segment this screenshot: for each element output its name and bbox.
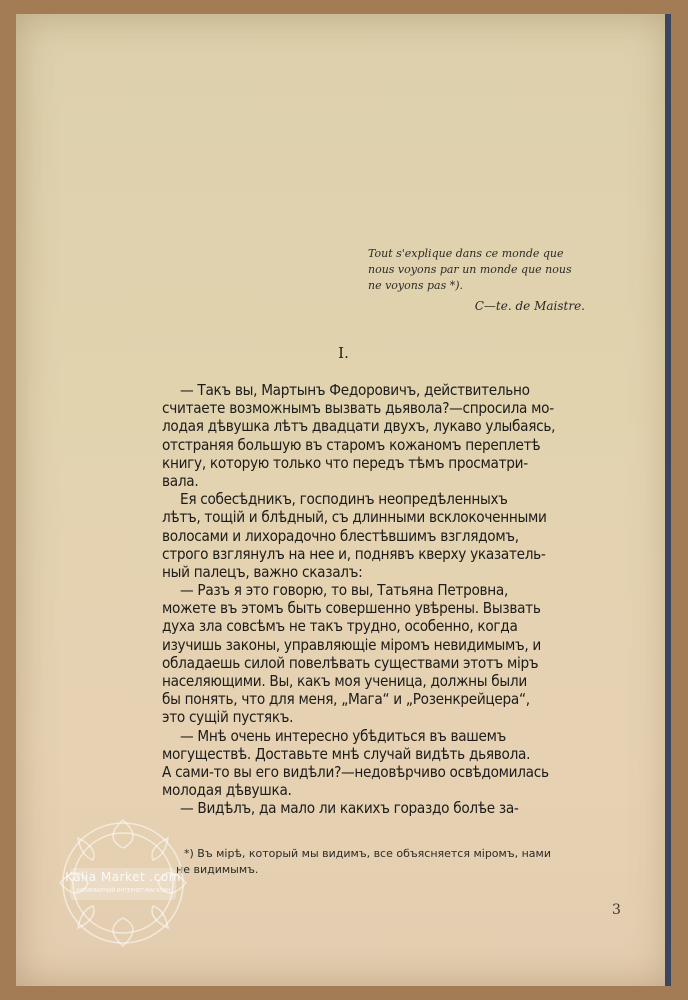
body-line: духа зла совсѣмъ не такъ трудно, особенно, когда	[162, 617, 518, 636]
epigraph-line: Tout s'explique dans ce monde que	[368, 247, 564, 260]
body-line: — Такъ вы, Мартынъ Федоровичъ, действительно	[180, 381, 530, 399]
body-line: это сущій пустякъ.	[162, 708, 294, 727]
epigraph-line: ne voyons pas *).	[368, 279, 464, 292]
body-line: книгу, которую только что передъ тѣмъ просматри-	[162, 453, 528, 472]
footnote	[176, 846, 626, 878]
footnote-line: не видимымъ.	[176, 863, 259, 876]
body-line: — Мнѣ очень интересно убѣдиться въ вашемъ	[180, 726, 506, 745]
body-line: строго взглянулъ на нее и, поднявъ кверху указатель-	[162, 544, 546, 563]
epigraph-line: nous voyons par un monde que nous	[368, 263, 572, 276]
epigraph-signature: C—te. de Maistre.	[474, 299, 585, 313]
body-line: населяющими. Вы, какъ моя ученица, должны были	[162, 672, 527, 690]
watermark-logo	[48, 808, 198, 958]
footnote-line: *) Въ мірѣ, который мы видимъ, все объясняется міромъ, нами	[184, 847, 551, 860]
body-line: обладаешь силой повелѣвать существами этотъ міръ	[162, 653, 539, 672]
body-line: ный палецъ, важно сказалъ:	[162, 562, 363, 581]
body-line: бы понять, что для меня, „Мага“ и „Розенкрейцера“,	[162, 690, 530, 709]
body-line: изучишь законы, управляющіе міромъ невидимымъ, и	[162, 635, 541, 654]
epigraph	[368, 246, 610, 294]
body-line: — Разъ я это говорю, то вы, Татьяна Петровна,	[180, 581, 509, 600]
body-line: волосами и лихорадочно блестѣвшимъ взглядомъ,	[162, 526, 519, 545]
body-line: лѣтъ, тощій и блѣдный, съ длинными всклокоченными	[162, 508, 547, 527]
body-line: отстраняя большую въ старомъ кожаномъ переплетѣ	[162, 435, 541, 454]
body-line: А сами-то вы его видѣли?—недовѣрчиво освѣдомилась	[162, 762, 549, 781]
body-line: можете въ этомъ быть совершенно увѣрены. Вызвать	[162, 599, 541, 618]
body-line: лодая дѣвушка лѣтъ двадцати двухъ, лукаво улыбаясь,	[162, 417, 556, 436]
body-line: Ея собесѣдникъ, господинъ неопредѣленныхъ	[180, 490, 508, 509]
body-line: — Видѣлъ, да мало ли какихъ гораздо болѣе за-	[180, 799, 519, 818]
body-line: могуществѣ. Доставьте мнѣ случай видѣть дьявола.	[162, 744, 531, 763]
watermark-text: Kalia Market .com	[65, 870, 181, 884]
body-text	[162, 381, 620, 818]
chapter-heading: I.	[338, 344, 349, 362]
body-line: считаете возможнымъ вызвать дьявола?—спросила мо-	[162, 399, 554, 418]
watermark-subtext: АНТИКВАРНЫЙ ИНТЕРНЕТ-МАГАЗИН	[75, 888, 171, 894]
page-number: 3	[612, 902, 621, 918]
body-line: молодая дѣвушка.	[162, 781, 292, 800]
body-line: вала.	[162, 471, 199, 490]
